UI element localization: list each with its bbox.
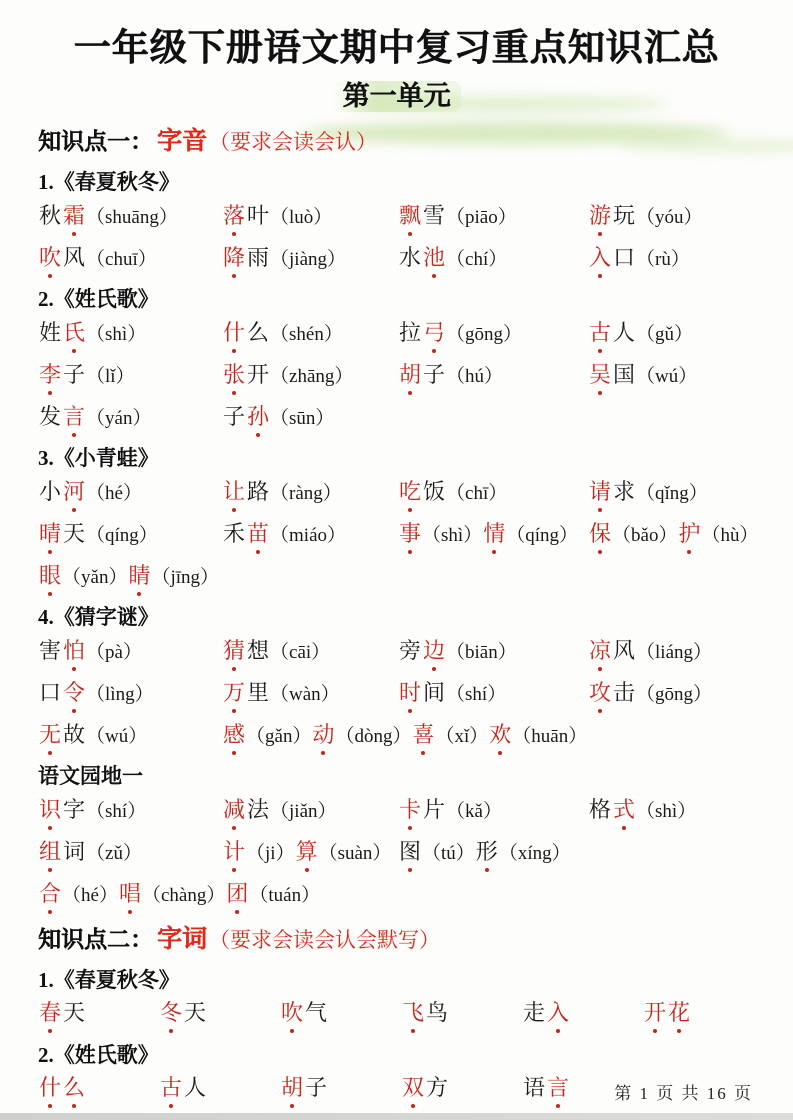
hanzi-char: 什 <box>39 1073 61 1103</box>
pinyin-annotation: （piāo） <box>446 207 517 228</box>
pinyin-annotation: （gōng） <box>636 684 713 705</box>
hanzi-char: 胡 <box>399 360 421 390</box>
word-entry <box>38 477 222 510</box>
pinyin-annotation: （ji） <box>246 843 295 864</box>
hanzi-char: 天 <box>63 1000 86 1025</box>
hanzi-char: 气 <box>305 1000 328 1025</box>
word-entry <box>398 318 588 351</box>
pinyin-annotation: （xíng） <box>498 843 571 864</box>
hanzi-char: 人 <box>184 1075 207 1100</box>
knowledge-point-1-header <box>38 124 755 162</box>
hanzi-char: 李 <box>39 360 61 390</box>
pinyin-annotation: （chī） <box>446 483 508 504</box>
word-entry <box>222 402 398 435</box>
word-row <box>38 678 755 711</box>
word-row <box>38 243 755 276</box>
hanzi-char: 吴 <box>589 360 611 390</box>
word-entry <box>588 678 772 711</box>
lesson-section <box>38 444 759 594</box>
hanzi-char: 感 <box>223 720 245 750</box>
knowledge-point-requirement: （要求会读会认） <box>209 130 378 154</box>
hanzi-char: 入 <box>589 243 611 273</box>
pinyin-annotation: （hé） <box>62 885 118 906</box>
pinyin-annotation: （dòng） <box>335 726 412 747</box>
hanzi-char: 计 <box>223 837 245 867</box>
hanzi-char: 子 <box>423 362 446 387</box>
hanzi-char: 词 <box>63 839 86 864</box>
hanzi-char: 水 <box>399 245 422 270</box>
hanzi-char: 形 <box>476 837 498 867</box>
hanzi-char: 情 <box>483 519 505 549</box>
hanzi-char: 张 <box>223 360 245 390</box>
hanzi-char: 害 <box>39 638 62 663</box>
lesson-heading: 1.《春夏秋冬》 <box>38 170 180 194</box>
word-entry <box>398 519 588 552</box>
word-entry <box>588 243 772 276</box>
knowledge-point-2-header <box>38 922 755 960</box>
word-entry <box>38 519 222 552</box>
pinyin-annotation: （yán） <box>86 408 152 429</box>
word-entry <box>588 636 772 669</box>
page-title: 一年级下册语文期中复习重点知识汇总 <box>73 26 720 69</box>
word-entry <box>222 243 398 276</box>
pinyin-annotation: （bǎo） <box>612 525 678 546</box>
unit-title <box>38 80 755 114</box>
hanzi-char: 走 <box>523 1000 546 1025</box>
hanzi-char: 怕 <box>63 636 85 666</box>
knowledge-point-label: 知识点一： <box>38 129 153 155</box>
hanzi-char: 国 <box>613 362 636 387</box>
hanzi-char: 秋 <box>39 203 62 228</box>
hanzi-char: 算 <box>296 837 318 867</box>
word-entry <box>222 636 398 669</box>
word-entry <box>38 998 159 1031</box>
pinyin-annotation: （hú） <box>446 366 504 387</box>
hanzi-char: 入 <box>547 998 569 1028</box>
hanzi-char: 冬 <box>160 998 182 1028</box>
lesson-heading: 4.《猜字谜》 <box>38 605 159 629</box>
pinyin-annotation: （chàng） <box>141 885 226 906</box>
hanzi-char: 间 <box>423 680 446 705</box>
hanzi-char: 式 <box>613 795 635 825</box>
word-entry <box>222 201 398 234</box>
hanzi-char: 让 <box>223 477 245 507</box>
hanzi-char: 求 <box>613 479 636 504</box>
hanzi-char: 片 <box>423 797 446 822</box>
hanzi-char: 无 <box>39 720 61 750</box>
hanzi-char: 睛 <box>128 561 150 591</box>
hanzi-char: 攻 <box>589 678 611 708</box>
hanzi-char: 团 <box>226 879 248 909</box>
pinyin-annotation: （shì） <box>86 324 147 345</box>
hanzi-char: 么 <box>247 320 270 345</box>
word-entry <box>411 720 601 753</box>
hanzi-char: 开 <box>644 998 666 1028</box>
lesson-heading: 1.《春夏秋冬》 <box>38 968 180 992</box>
hanzi-char: 飘 <box>399 201 421 231</box>
word-entry <box>643 998 764 1031</box>
word-entry <box>588 477 772 510</box>
word-entry <box>159 1073 280 1106</box>
hanzi-char: 鸟 <box>426 1000 449 1025</box>
pinyin-annotation: （gōng） <box>446 324 523 345</box>
hanzi-char: 口 <box>39 680 62 705</box>
hanzi-char: 降 <box>223 243 245 273</box>
pinyin-annotation: （shuāng） <box>86 207 178 228</box>
word-entry <box>38 1073 159 1106</box>
hanzi-char: 池 <box>423 243 445 273</box>
word-entry <box>38 318 222 351</box>
pinyin-annotation: （xǐ） <box>435 726 489 747</box>
word-entry <box>401 1073 522 1106</box>
hanzi-char: 减 <box>223 795 245 825</box>
word-entry <box>398 360 588 393</box>
pinyin-annotation: （shì） <box>422 525 483 546</box>
lesson-heading: 3.《小青蛙》 <box>38 446 159 470</box>
word-entry <box>38 201 222 234</box>
hanzi-char: 方 <box>426 1075 449 1100</box>
hanzi-char: 言 <box>63 402 85 432</box>
word-entry <box>222 477 398 510</box>
hanzi-char: 雨 <box>247 245 270 270</box>
word-entry <box>398 678 588 711</box>
hanzi-char: 禾 <box>223 521 246 546</box>
word-row <box>38 477 755 510</box>
pinyin-annotation: （hù） <box>701 525 759 546</box>
knowledge-point-topic: 字音 <box>157 126 208 155</box>
hanzi-char: 弓 <box>423 318 445 348</box>
pinyin-annotation: （rù） <box>636 249 690 270</box>
hanzi-char: 飞 <box>402 998 424 1028</box>
word-entry <box>159 998 280 1031</box>
word-entry <box>222 519 398 552</box>
word-entry <box>222 678 398 711</box>
word-entry <box>588 201 772 234</box>
hanzi-char: 发 <box>39 404 62 429</box>
pinyin-annotation: （wàn） <box>270 684 340 705</box>
pinyin-annotation: （shì） <box>636 801 697 822</box>
word-entry <box>38 720 222 753</box>
word-row <box>38 519 759 552</box>
word-entry <box>38 879 320 912</box>
pinyin-annotation: （jīng） <box>151 567 220 588</box>
hanzi-char: 拉 <box>399 320 422 345</box>
word-entry <box>38 360 222 393</box>
hanzi-char: 古 <box>589 318 611 348</box>
word-entry <box>398 636 588 669</box>
hanzi-char: 路 <box>247 479 270 504</box>
pinyin-annotation: （wú） <box>636 366 698 387</box>
hanzi-char: 里 <box>247 680 270 705</box>
hanzi-char: 天 <box>63 521 86 546</box>
hanzi-char: 喜 <box>412 720 434 750</box>
hanzi-char: 猜 <box>223 636 245 666</box>
word-row <box>38 360 755 393</box>
lesson-heading: 语文园地一 <box>38 764 143 788</box>
hanzi-char: 动 <box>312 720 334 750</box>
lesson-section <box>38 285 755 435</box>
hanzi-char: 口 <box>613 245 636 270</box>
word-row <box>38 879 755 912</box>
pinyin-annotation: （shí） <box>446 684 507 705</box>
pinyin-annotation: （zǔ） <box>86 843 142 864</box>
word-entry <box>38 678 222 711</box>
knowledge-point-topic: 字词 <box>157 924 208 953</box>
lesson-section <box>38 168 755 276</box>
word-entry <box>588 318 772 351</box>
word-entry <box>222 360 398 393</box>
hanzi-char: 子 <box>223 404 246 429</box>
hanzi-char: 卡 <box>399 795 421 825</box>
lesson-section <box>38 966 755 1031</box>
knowledge-point-1-sections <box>38 168 759 912</box>
hanzi-char: 眼 <box>39 561 61 591</box>
word-row <box>38 201 755 234</box>
hanzi-char: 霜 <box>63 201 85 231</box>
pinyin-annotation: （yǎn） <box>62 567 128 588</box>
pinyin-annotation: （kǎ） <box>446 801 502 822</box>
word-entry <box>398 201 588 234</box>
hanzi-char: 吹 <box>281 998 303 1028</box>
hanzi-char: 凉 <box>589 636 611 666</box>
word-row <box>38 720 755 753</box>
pinyin-annotation: （wú） <box>86 726 148 747</box>
hanzi-char: 击 <box>613 680 636 705</box>
hanzi-char: 法 <box>247 797 270 822</box>
pinyin-annotation: （hé） <box>86 483 142 504</box>
hanzi-char: 语 <box>523 1075 546 1100</box>
lesson-section <box>38 603 755 753</box>
hanzi-char: 请 <box>589 477 611 507</box>
hanzi-char: 组 <box>39 837 61 867</box>
word-entry <box>38 243 222 276</box>
pinyin-annotation: （gǎn） <box>246 726 312 747</box>
hanzi-char: 小 <box>39 479 62 504</box>
word-entry <box>588 795 772 828</box>
hanzi-char: 格 <box>589 797 612 822</box>
word-row <box>38 636 755 669</box>
word-entry <box>401 998 522 1031</box>
hanzi-char: 古 <box>160 1073 182 1103</box>
word-entry <box>38 636 222 669</box>
hanzi-char: 春 <box>39 998 61 1028</box>
hanzi-char: 字 <box>63 797 86 822</box>
word-row <box>38 795 755 828</box>
word-entry <box>280 998 401 1031</box>
hanzi-char: 吹 <box>39 243 61 273</box>
hanzi-char: 子 <box>305 1075 328 1100</box>
hanzi-char: 令 <box>63 678 85 708</box>
pinyin-annotation: （zhāng） <box>270 366 354 387</box>
pinyin-annotation: （lìng） <box>86 684 154 705</box>
pinyin-annotation: （chuī） <box>86 249 157 270</box>
word-entry <box>222 720 411 753</box>
hanzi-char: 姓 <box>39 320 62 345</box>
hanzi-char: 饭 <box>423 479 446 504</box>
hanzi-char: 万 <box>223 678 245 708</box>
word-entry <box>222 837 398 870</box>
pinyin-annotation: （ràng） <box>270 483 342 504</box>
word-entry <box>398 795 588 828</box>
hanzi-char: 玩 <box>613 203 636 228</box>
hanzi-char: 风 <box>613 638 636 663</box>
pinyin-annotation: （tuán） <box>249 885 321 906</box>
hanzi-char: 图 <box>399 837 421 867</box>
word-entry <box>38 795 222 828</box>
pinyin-annotation: （qíng） <box>86 525 158 546</box>
pinyin-annotation: （sūn） <box>270 408 335 429</box>
knowledge-point-label: 知识点二： <box>38 927 153 953</box>
pinyin-annotation: （suàn） <box>318 843 392 864</box>
page-number-footer: 第 1 页 共 16 页 <box>614 1084 753 1103</box>
pinyin-annotation: （yóu） <box>636 207 703 228</box>
lesson-heading: 2.《姓氏歌》 <box>38 1043 159 1067</box>
pinyin-annotation: （luò） <box>270 207 333 228</box>
word-entry <box>38 402 222 435</box>
pinyin-annotation: （gǔ） <box>636 324 694 345</box>
pinyin-annotation: （lǐ） <box>86 366 135 387</box>
hanzi-char: 胡 <box>281 1073 303 1103</box>
word-entry <box>398 477 588 510</box>
pinyin-annotation: （chí） <box>446 249 508 270</box>
pinyin-annotation: （qíng） <box>506 525 578 546</box>
hanzi-char: 人 <box>613 320 636 345</box>
hanzi-char: 开 <box>247 362 270 387</box>
hanzi-char: 什 <box>223 318 245 348</box>
pinyin-annotation: （biān） <box>446 642 517 663</box>
hanzi-char: 故 <box>63 722 86 747</box>
page-bottom-edge <box>0 1113 793 1120</box>
pinyin-annotation: （cāi） <box>270 642 331 663</box>
hanzi-char: 双 <box>402 1073 424 1103</box>
pinyin-annotation: （jiǎn） <box>270 801 337 822</box>
unit-title-text: 第一单元 <box>333 81 461 112</box>
word-entry <box>38 561 222 594</box>
hanzi-char: 风 <box>63 245 86 270</box>
hanzi-char: 想 <box>247 638 270 663</box>
hanzi-char: 么 <box>63 1073 85 1103</box>
pinyin-annotation: （qǐng） <box>636 483 708 504</box>
hanzi-char: 氏 <box>63 318 85 348</box>
word-entry <box>588 360 772 393</box>
hanzi-char: 花 <box>668 998 690 1028</box>
hanzi-char: 护 <box>678 519 700 549</box>
word-entry <box>222 795 398 828</box>
word-entry <box>588 519 772 552</box>
hanzi-char: 晴 <box>39 519 61 549</box>
pinyin-annotation: （jiàng） <box>270 249 347 270</box>
word-entry <box>222 318 398 351</box>
pinyin-annotation: （miáo） <box>270 525 347 546</box>
pinyin-annotation: （shén） <box>270 324 343 345</box>
hanzi-char: 旁 <box>399 638 422 663</box>
pinyin-annotation: （liáng） <box>636 642 713 663</box>
hanzi-char: 落 <box>223 201 245 231</box>
hanzi-char: 天 <box>184 1000 207 1025</box>
word-row <box>38 561 755 594</box>
hanzi-char: 合 <box>39 879 61 909</box>
knowledge-point-requirement: （要求会读会认会默写） <box>209 928 441 952</box>
hanzi-char: 识 <box>39 795 61 825</box>
hanzi-char: 保 <box>589 519 611 549</box>
word-entry <box>38 837 222 870</box>
hanzi-char: 子 <box>63 362 86 387</box>
word-row <box>38 318 755 351</box>
hanzi-char: 苗 <box>247 519 269 549</box>
word-entry <box>280 1073 401 1106</box>
hanzi-char: 时 <box>399 678 421 708</box>
word-entry <box>522 998 643 1031</box>
pinyin-annotation: （pà） <box>86 642 142 663</box>
hanzi-char: 事 <box>399 519 421 549</box>
hanzi-char: 河 <box>63 477 85 507</box>
pinyin-annotation: （tú） <box>422 843 475 864</box>
lesson-section <box>38 762 755 912</box>
hanzi-char: 吃 <box>399 477 421 507</box>
hanzi-char: 欢 <box>489 720 511 750</box>
hanzi-char: 叶 <box>247 203 270 228</box>
hanzi-char: 雪 <box>423 203 446 228</box>
hanzi-char: 言 <box>547 1073 569 1103</box>
word-entry <box>398 243 588 276</box>
hanzi-char: 唱 <box>119 879 141 909</box>
lesson-heading: 2.《姓氏歌》 <box>38 287 159 311</box>
hanzi-char: 孙 <box>247 402 269 432</box>
hanzi-char: 游 <box>589 201 611 231</box>
word-row <box>38 998 755 1031</box>
word-row <box>38 837 755 870</box>
word-row <box>38 402 755 435</box>
word-entry <box>398 837 588 870</box>
pinyin-annotation: （huān） <box>512 726 588 747</box>
pinyin-annotation: （shí） <box>86 801 147 822</box>
hanzi-char: 边 <box>423 636 445 666</box>
